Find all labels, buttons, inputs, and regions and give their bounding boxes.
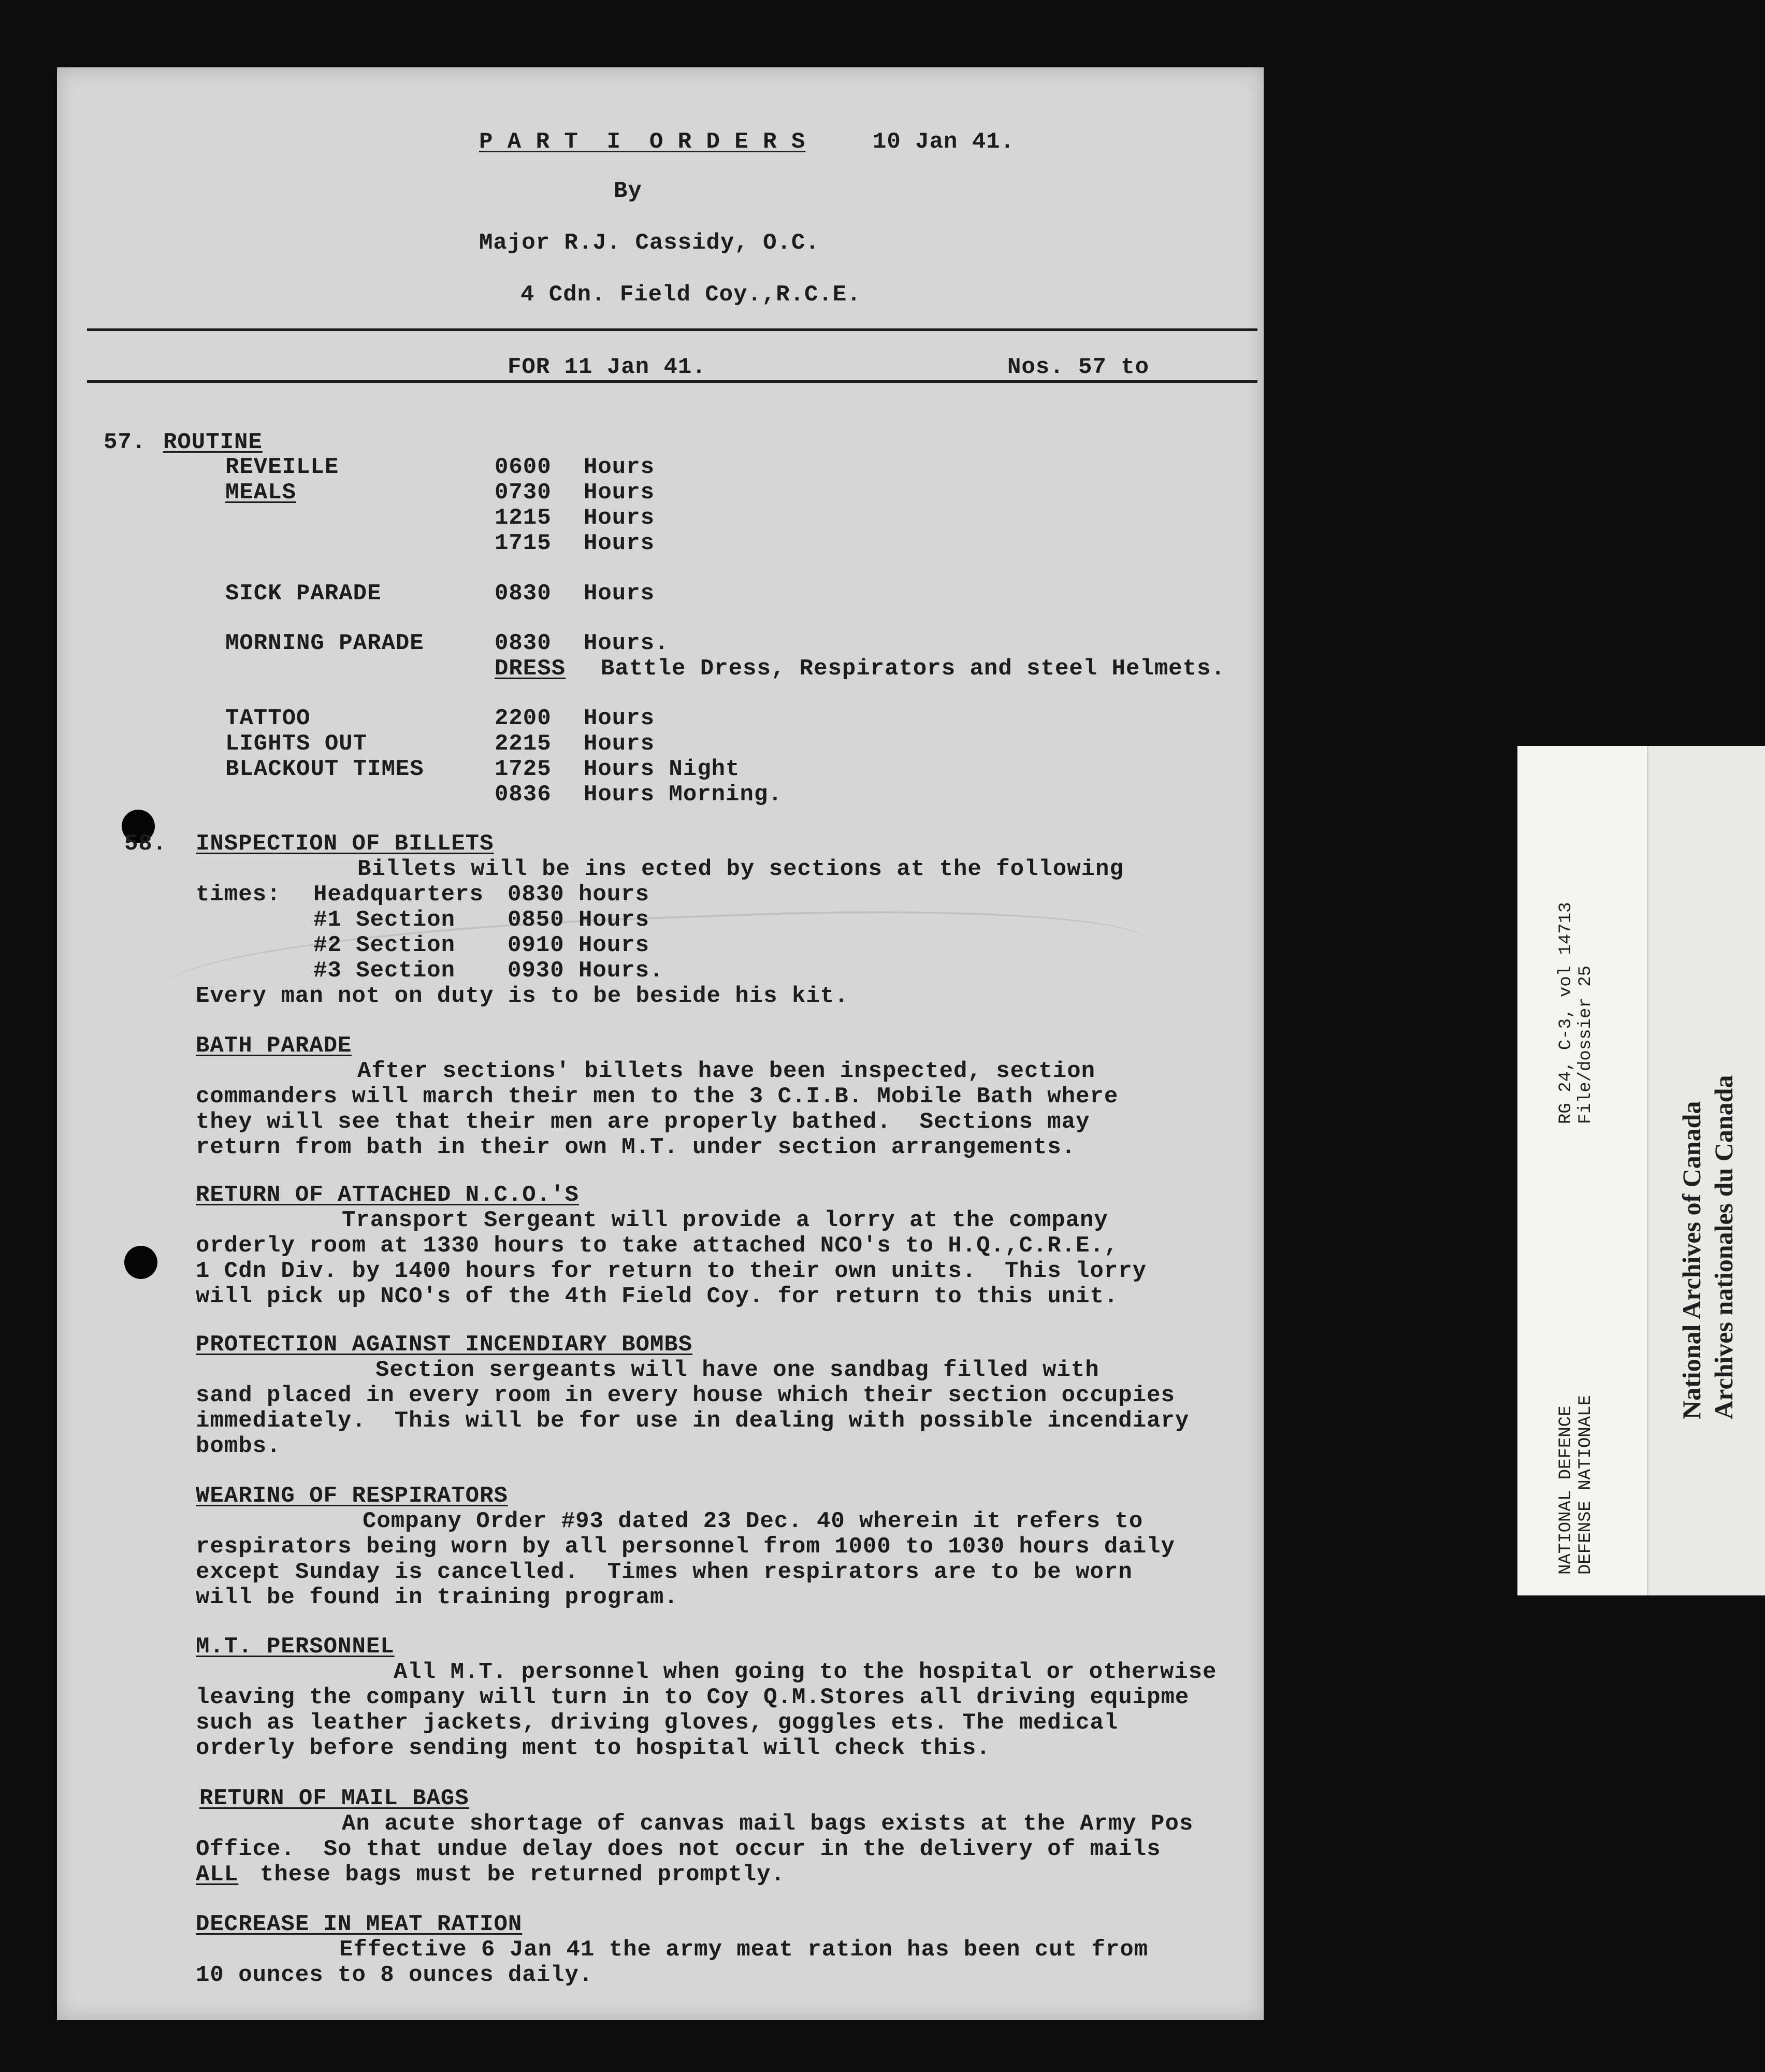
body-line: Transport Sergeant will provide a lorry at the company	[342, 1207, 1108, 1233]
bath-heading: BATH PARADE	[196, 1033, 352, 1059]
blackout-label: BLACKOUT TIMES	[225, 756, 424, 782]
incendiary-heading: PROTECTION AGAINST INCENDIARY BOMBS	[196, 1332, 693, 1358]
lights-out-label: LIGHTS OUT	[225, 731, 368, 757]
reveille-label: REVEILLE	[225, 454, 339, 480]
body-line: will be found in training program.	[196, 1585, 678, 1610]
inspection-line: Billets will be ins ected by sections at the following	[357, 856, 1124, 882]
body-line: commanders will march their men to the 3 C.I.B. Mobile Bath where	[196, 1084, 1119, 1110]
body-line: orderly before sending ment to hospital will check this.	[196, 1735, 991, 1761]
routine-heading: ROUTINE	[163, 429, 263, 455]
meals-label: MEALS	[225, 480, 297, 506]
inspection-footer: Every man not on duty is to be beside his kit.	[196, 983, 849, 1009]
blackout-morning-time: 0836	[495, 782, 552, 808]
sick-parade-label: SICK PARADE	[225, 581, 382, 607]
inspection-row-time: 0930 Hours.	[508, 958, 664, 984]
sick-parade-time: 0830	[495, 581, 552, 607]
body-line: Section sergeants will have one sandbag filled with	[375, 1357, 1099, 1383]
body-line: leaving the company will turn in to Coy Q.M.Stores all driving equipme	[196, 1685, 1190, 1710]
body-line: such as leather jackets, driving gloves, goggles ets. The medical	[196, 1710, 1119, 1736]
body-line: Office. So that undue delay does not occur in the delivery of mails	[196, 1836, 1161, 1862]
order-date: 10 Jan 41.	[873, 129, 1015, 155]
body-line: All M.T. personnel when going to the hospital or otherwise	[394, 1659, 1217, 1685]
body-line: bombs.	[196, 1433, 281, 1459]
punch-hole	[124, 1246, 157, 1279]
header-divider-bottom	[87, 380, 1257, 383]
inspection-heading: INSPECTION OF BILLETS	[196, 831, 494, 857]
body-line: 10 ounces to 8 ounces daily.	[196, 1962, 594, 1988]
mail-bags-heading: RETURN OF MAIL BAGS	[199, 1786, 469, 1811]
meat-ration-heading: DECREASE IN MEAT RATION	[196, 1911, 523, 1937]
hours-unit: Hours	[584, 731, 655, 757]
inspection-times-label: times:	[196, 882, 281, 908]
hours-unit: Hours	[584, 505, 655, 531]
body-line: 1 Cdn Div. by 1400 hours for return to their own units. This lorry	[196, 1258, 1147, 1284]
morning-parade-time: 0830	[495, 630, 552, 656]
inspection-row-name: #3 Section	[313, 958, 456, 984]
tattoo-label: TATTOO	[225, 706, 311, 731]
body-line: sand placed in every room in every house which their section occupies	[196, 1383, 1175, 1408]
by-line: By	[614, 178, 642, 204]
morning-parade-unit: Hours.	[584, 630, 669, 656]
dress-label: DRESS	[495, 656, 566, 682]
officer-line: Major R.J. Cassidy, O.C.	[479, 230, 820, 256]
archive-file: File/dossier 25	[1576, 965, 1596, 1124]
body-line: will pick up NCO's of the 4th Field Coy. for return to this unit.	[196, 1284, 1119, 1310]
page-title: P A R T I O R D E R S	[479, 129, 806, 155]
tattoo-time: 2200	[495, 706, 552, 731]
blackout-morning: Hours Morning.	[584, 782, 783, 808]
inspection-row-time: 0850 Hours	[508, 907, 650, 933]
hours-unit: Hours	[584, 581, 655, 607]
inspection-row-name: #2 Section	[313, 932, 456, 958]
lights-out-time: 2215	[495, 731, 552, 757]
order-numbers: Nos. 57 to	[1007, 354, 1150, 380]
unit-line: 4 Cdn. Field Coy.,R.C.E.	[520, 282, 861, 308]
hours-unit: Hours	[584, 530, 655, 556]
respirators-heading: WEARING OF RESPIRATORS	[196, 1483, 508, 1509]
body-line: Company Order #93 dated 23 Dec. 40 wherein it refers to	[363, 1508, 1144, 1534]
mt-personnel-heading: M.T. PERSONNEL	[196, 1634, 395, 1660]
body-line: Effective 6 Jan 41 the army meat ration has been cut from	[339, 1937, 1149, 1963]
hours-unit: Hours	[584, 454, 655, 480]
inspection-row-name: Headquarters	[313, 882, 484, 908]
body-line: they will see that their men are properly bathed. Sections may	[196, 1109, 1090, 1135]
department-en: NATIONAL DEFENCE	[1556, 1405, 1576, 1575]
inspection-row-time: 0910 Hours	[508, 932, 650, 958]
body-line: return from bath in their own M.T. under section arrangements.	[196, 1134, 1076, 1160]
blackout-night-time: 1725	[495, 756, 552, 782]
meal-time: 1715	[495, 530, 552, 556]
department-fr: DEFENSE NATIONALE	[1576, 1395, 1596, 1575]
header-divider-top	[87, 328, 1257, 331]
body-line: these bags must be returned promptly.	[260, 1862, 785, 1888]
all-word: ALL	[196, 1862, 239, 1888]
body-line: respirators being worn by all personnel from 1000 to 1030 hours daily	[196, 1534, 1175, 1560]
body-line: except Sunday is cancelled. Times when respirators are to be worn	[196, 1559, 1133, 1585]
attached-nco-heading: RETURN OF ATTACHED N.C.O.'S	[196, 1182, 579, 1208]
body-line: After sections' billets have been inspected, section	[357, 1058, 1096, 1084]
section-number: 58.	[124, 831, 167, 857]
archive-reference: RG 24, C-3, vol 14713	[1556, 902, 1576, 1124]
meal-time: 1215	[495, 505, 552, 531]
body-line: An acute shortage of canvas mail bags exists at the Army Pos	[342, 1811, 1194, 1837]
meal-time: 0730	[495, 480, 552, 506]
archive-name-en: National Archives of Canada	[1677, 1101, 1706, 1419]
for-date: FOR 11 Jan 41.	[508, 354, 706, 380]
body-line: immediately. This will be for use in dealing with possible incendiary	[196, 1408, 1190, 1434]
dress-value: Battle Dress, Respirators and steel Helmets.	[601, 656, 1225, 682]
archive-name-fr: Archives nationales du Canada	[1709, 1075, 1738, 1419]
morning-parade-label: MORNING PARADE	[225, 630, 424, 656]
inspection-row-time: 0830 hours	[508, 882, 650, 908]
reveille-time: 0600	[495, 454, 552, 480]
section-number: 57.	[104, 429, 147, 455]
blackout-night: Hours Night	[584, 756, 740, 782]
hours-unit: Hours	[584, 706, 655, 731]
body-line: orderly room at 1330 hours to take attached NCO's to H.Q.,C.R.E.,	[196, 1233, 1119, 1259]
inspection-row-name: #1 Section	[313, 907, 456, 933]
hours-unit: Hours	[584, 480, 655, 506]
